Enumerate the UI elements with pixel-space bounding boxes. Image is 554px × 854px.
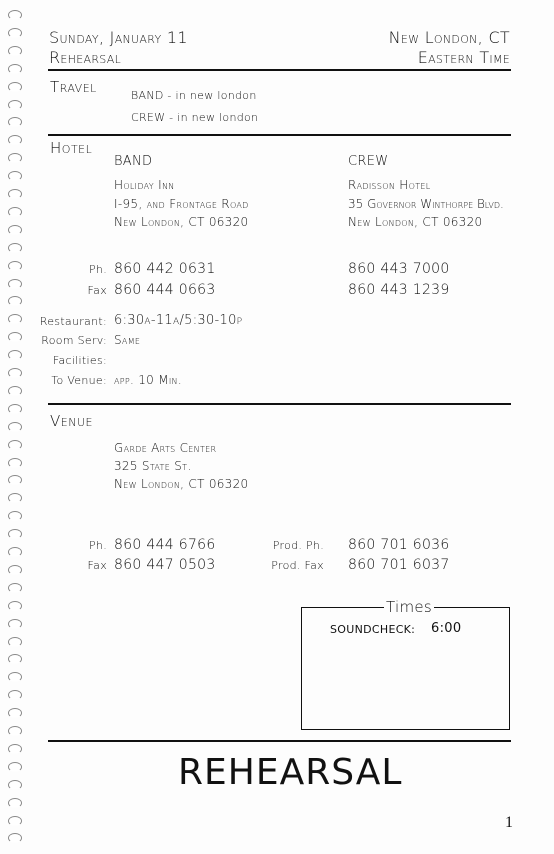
venue-fax-label: Fax (87, 559, 107, 572)
binding-hole (8, 225, 22, 235)
binding-hole (8, 726, 22, 736)
binding-hole (8, 780, 22, 790)
binding-hole (8, 28, 22, 38)
venue-prod-fax: 860 701 6037 (348, 557, 450, 573)
venue-prod-phone: 860 701 6036 (348, 537, 450, 553)
restaurant-label: Restaurant: (39, 315, 107, 328)
to-venue-value: app. 10 Min. (114, 373, 182, 387)
venue-prod-ph-label: Prod. Ph. (272, 539, 324, 552)
venue-fax: 860 447 0503 (114, 557, 216, 573)
spiral-binding (6, 10, 24, 850)
binding-hole (8, 672, 22, 682)
times-title: Times (386, 598, 433, 616)
binding-hole (8, 64, 22, 74)
restaurant-hours: 6:30a-11a/5:30-10p (114, 313, 243, 328)
binding-hole (8, 583, 22, 593)
header-city: New London, CT (388, 28, 510, 47)
banner-title: REHEARSAL (178, 752, 403, 793)
venue-phone: 860 444 6766 (114, 537, 216, 553)
binding-hole (8, 833, 22, 843)
binding-hole (8, 690, 22, 700)
binding-hole (8, 422, 22, 432)
binding-hole (8, 565, 22, 575)
venue-name: Garde Arts Center (114, 441, 217, 455)
venue-city: New London, CT 06320 (114, 477, 249, 491)
footer-rule (48, 740, 511, 742)
room-serv-value: Same (114, 333, 141, 347)
binding-hole (8, 279, 22, 289)
binding-hole (8, 332, 22, 342)
binding-hole (8, 386, 22, 396)
binding-hole (8, 404, 22, 414)
venue-address: 325 State St. (114, 459, 192, 473)
binding-hole (8, 475, 22, 485)
binding-hole (8, 511, 22, 521)
binding-hole (8, 296, 22, 306)
hotel-band-phone: 860 442 0631 (114, 261, 216, 277)
venue-prod-fax-label: Prod. Fax (271, 559, 324, 572)
hotel-band-city: New London, CT 06320 (114, 215, 249, 229)
binding-hole (8, 10, 22, 20)
binding-hole (8, 171, 22, 181)
binding-hole (8, 440, 22, 450)
binding-hole (8, 708, 22, 718)
binding-hole (8, 601, 22, 611)
binding-hole (8, 529, 22, 539)
binding-hole (8, 458, 22, 468)
soundcheck-label: SOUNDCHECK: (330, 623, 416, 636)
binding-hole (8, 314, 22, 324)
facilities-label: Facilities: (52, 354, 107, 367)
binding-hole (8, 117, 22, 127)
hotel-crew-city: New London, CT 06320 (348, 215, 483, 229)
hotel-rule (48, 403, 511, 405)
binding-hole (8, 135, 22, 145)
binding-hole (8, 100, 22, 110)
binding-hole (8, 350, 22, 360)
binding-hole (8, 547, 22, 557)
hotel-band-name: Holiday Inn (114, 178, 175, 192)
travel-crew: CREW - in new london (131, 111, 259, 124)
hotel-ph-label: Ph. (88, 263, 107, 276)
binding-hole (8, 654, 22, 664)
travel-rule (48, 134, 511, 136)
binding-hole (8, 82, 22, 92)
hotel-band-title: BAND (114, 154, 153, 169)
room-serv-label: Room Serv: (41, 334, 107, 347)
hotel-crew-title: CREW (348, 154, 389, 169)
header-timezone: Eastern Time (417, 48, 510, 67)
to-venue-label: To Venue: (51, 374, 107, 387)
hotel-fax-label: Fax (87, 284, 107, 297)
travel-heading: Travel (50, 78, 97, 96)
hotel-heading: Hotel (50, 139, 93, 157)
header-rule (48, 69, 511, 71)
binding-hole (8, 637, 22, 647)
binding-hole (8, 744, 22, 754)
binding-hole (8, 207, 22, 217)
travel-band: BAND - in new london (131, 89, 257, 102)
binding-hole (8, 46, 22, 56)
venue-heading: Venue (50, 412, 93, 430)
venue-ph-label: Ph. (88, 539, 107, 552)
binding-hole (8, 798, 22, 808)
hotel-crew-phone: 860 443 7000 (348, 261, 450, 277)
binding-hole (8, 762, 22, 772)
binding-hole (8, 816, 22, 826)
hotel-band-fax: 860 444 0663 (114, 282, 216, 298)
page-number: 1 (505, 814, 514, 831)
binding-hole (8, 368, 22, 378)
hotel-crew-address: 35 Governor Winthorpe Blvd. (348, 197, 504, 211)
hotel-crew-fax: 860 443 1239 (348, 282, 450, 298)
binding-hole (8, 261, 22, 271)
header-type: Rehearsal (49, 48, 121, 67)
binding-hole (8, 153, 22, 163)
binding-hole (8, 619, 22, 629)
soundcheck-time: 6:00 (431, 621, 462, 636)
binding-hole (8, 243, 22, 253)
hotel-band-address: I-95, and Frontage Road (114, 197, 249, 211)
hotel-crew-name: Radisson Hotel (348, 178, 431, 192)
binding-hole (8, 493, 22, 503)
binding-hole (8, 189, 22, 199)
header-date: Sunday, January 11 (49, 28, 188, 47)
